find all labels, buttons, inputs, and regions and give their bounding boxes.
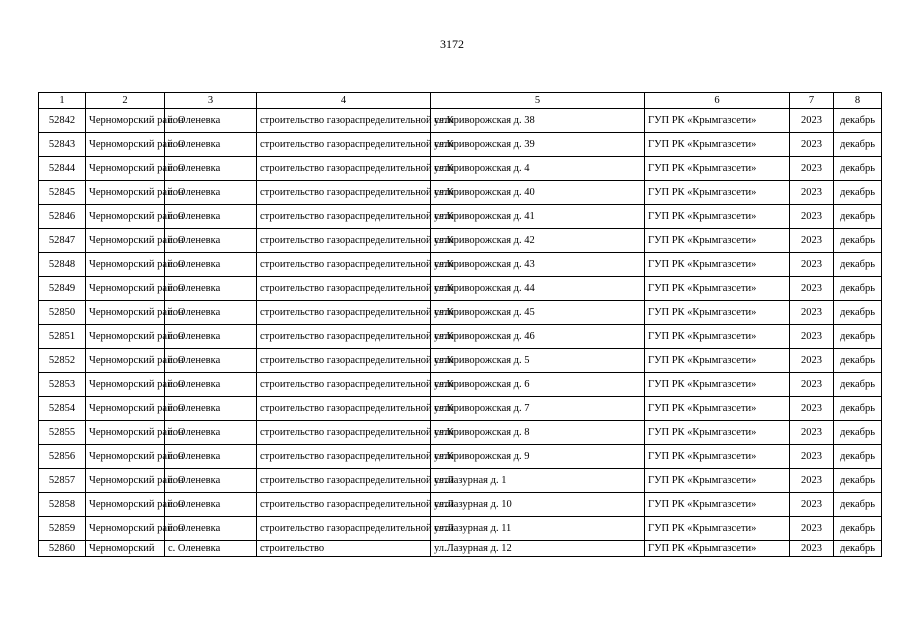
row-number-cell: 52853 xyxy=(39,373,86,397)
village-cell: с. Оленевка xyxy=(165,301,257,325)
table-row xyxy=(39,349,882,373)
district-cell: Черноморский район xyxy=(86,349,165,373)
work-type-cell: строительство газораспределительной сети xyxy=(257,157,431,181)
row-number-cell: 52859 xyxy=(39,517,86,541)
work-type-cell: строительство газораспределительной сети xyxy=(257,133,431,157)
village-cell: с. Оленевка xyxy=(165,517,257,541)
address-cell: ул.Криворожская д. 6 xyxy=(431,373,645,397)
month-cell: декабрь xyxy=(834,469,882,493)
address-cell: ул.Криворожская д. 41 xyxy=(431,205,645,229)
column-header: 6 xyxy=(645,93,790,109)
year-cell: 2023 xyxy=(790,517,834,541)
address-cell: ул.Криворожская д. 39 xyxy=(431,133,645,157)
organization-cell: ГУП РК «Крымгазсети» xyxy=(645,253,790,277)
address-cell: ул.Криворожская д. 40 xyxy=(431,181,645,205)
address-cell: ул.Криворожская д. 43 xyxy=(431,253,645,277)
table-row xyxy=(39,517,882,541)
work-type-cell: строительство газораспределительной сети xyxy=(257,205,431,229)
work-type-cell: строительство газораспределительной сети xyxy=(257,229,431,253)
work-type-cell: строительство газораспределительной сети xyxy=(257,517,431,541)
district-cell: Черноморский район xyxy=(86,229,165,253)
month-cell: декабрь xyxy=(834,253,882,277)
village-cell: с. Оленевка xyxy=(165,181,257,205)
year-cell: 2023 xyxy=(790,541,834,557)
address-cell: ул.Криворожская д. 9 xyxy=(431,445,645,469)
work-type-cell: строительство газораспределительной сети xyxy=(257,301,431,325)
village-cell: с. Оленевка xyxy=(165,397,257,421)
month-cell: декабрь xyxy=(834,301,882,325)
work-type-cell: строительство газораспределительной сети xyxy=(257,373,431,397)
district-cell: Черноморский район xyxy=(86,325,165,349)
work-type-cell: строительство газораспределительной сети xyxy=(257,253,431,277)
work-type-cell: строительство xyxy=(257,541,431,557)
month-cell: декабрь xyxy=(834,229,882,253)
year-cell: 2023 xyxy=(790,205,834,229)
row-number-cell: 52857 xyxy=(39,469,86,493)
work-type-cell: строительство газораспределительной сети xyxy=(257,493,431,517)
year-cell: 2023 xyxy=(790,397,834,421)
district-cell: Черноморский район xyxy=(86,517,165,541)
year-cell: 2023 xyxy=(790,421,834,445)
row-number-cell: 52858 xyxy=(39,493,86,517)
address-cell: ул.Криворожская д. 5 xyxy=(431,349,645,373)
address-cell: ул.Криворожская д. 46 xyxy=(431,325,645,349)
year-cell: 2023 xyxy=(790,469,834,493)
year-cell: 2023 xyxy=(790,493,834,517)
month-cell: декабрь xyxy=(834,517,882,541)
village-cell: с. Оленевка xyxy=(165,373,257,397)
month-cell: декабрь xyxy=(834,493,882,517)
organization-cell: ГУП РК «Крымгазсети» xyxy=(645,541,790,557)
organization-cell: ГУП РК «Крымгазсети» xyxy=(645,133,790,157)
organization-cell: ГУП РК «Крымгазсети» xyxy=(645,325,790,349)
year-cell: 2023 xyxy=(790,181,834,205)
month-cell: декабрь xyxy=(834,349,882,373)
row-number-cell: 52847 xyxy=(39,229,86,253)
district-cell: Черноморский район xyxy=(86,205,165,229)
month-cell: декабрь xyxy=(834,445,882,469)
row-number-cell: 52845 xyxy=(39,181,86,205)
organization-cell: ГУП РК «Крымгазсети» xyxy=(645,445,790,469)
row-number-cell: 52850 xyxy=(39,301,86,325)
table-row xyxy=(39,397,882,421)
work-type-cell: строительство газораспределительной сети xyxy=(257,349,431,373)
column-header: 3 xyxy=(165,93,257,109)
village-cell: с. Оленевка xyxy=(165,349,257,373)
village-cell: с. Оленевка xyxy=(165,493,257,517)
table-row xyxy=(39,541,882,557)
year-cell: 2023 xyxy=(790,325,834,349)
district-cell: Черноморский район xyxy=(86,277,165,301)
organization-cell: ГУП РК «Крымгазсети» xyxy=(645,301,790,325)
month-cell: декабрь xyxy=(834,157,882,181)
month-cell: декабрь xyxy=(834,373,882,397)
work-type-cell: строительство газораспределительной сети xyxy=(257,421,431,445)
row-number-cell: 52852 xyxy=(39,349,86,373)
table-row xyxy=(39,277,882,301)
address-cell: ул.Криворожская д. 44 xyxy=(431,277,645,301)
row-number-cell: 52846 xyxy=(39,205,86,229)
village-cell: с. Оленевка xyxy=(165,541,257,557)
address-cell: ул.Криворожская д. 4 xyxy=(431,157,645,181)
month-cell: декабрь xyxy=(834,181,882,205)
month-cell: декабрь xyxy=(834,109,882,133)
year-cell: 2023 xyxy=(790,133,834,157)
district-cell: Черноморский xyxy=(86,541,165,557)
row-number-cell: 52856 xyxy=(39,445,86,469)
address-cell: ул.Криворожская д. 8 xyxy=(431,421,645,445)
address-cell: ул.Лазурная д. 11 xyxy=(431,517,645,541)
organization-cell: ГУП РК «Крымгазсети» xyxy=(645,157,790,181)
year-cell: 2023 xyxy=(790,109,834,133)
column-header: 1 xyxy=(39,93,86,109)
work-type-cell: строительство газораспределительной сети xyxy=(257,277,431,301)
month-cell: декабрь xyxy=(834,421,882,445)
row-number-cell: 52860 xyxy=(39,541,86,557)
column-header: 7 xyxy=(790,93,834,109)
row-number-cell: 52842 xyxy=(39,109,86,133)
year-cell: 2023 xyxy=(790,445,834,469)
village-cell: с. Оленевка xyxy=(165,325,257,349)
work-type-cell: строительство газораспределительной сети xyxy=(257,469,431,493)
month-cell: декабрь xyxy=(834,205,882,229)
district-cell: Черноморский район xyxy=(86,133,165,157)
district-cell: Черноморский район xyxy=(86,253,165,277)
year-cell: 2023 xyxy=(790,229,834,253)
table-row xyxy=(39,325,882,349)
organization-cell: ГУП РК «Крымгазсети» xyxy=(645,109,790,133)
year-cell: 2023 xyxy=(790,157,834,181)
organization-cell: ГУП РК «Крымгазсети» xyxy=(645,277,790,301)
table-row xyxy=(39,229,882,253)
organization-cell: ГУП РК «Крымгазсети» xyxy=(645,517,790,541)
table-row xyxy=(39,133,882,157)
district-cell: Черноморский район xyxy=(86,469,165,493)
village-cell: с. Оленевка xyxy=(165,157,257,181)
village-cell: с. Оленевка xyxy=(165,133,257,157)
organization-cell: ГУП РК «Крымгазсети» xyxy=(645,349,790,373)
district-cell: Черноморский район xyxy=(86,373,165,397)
address-cell: ул.Лазурная д. 1 xyxy=(431,469,645,493)
organization-cell: ГУП РК «Крымгазсети» xyxy=(645,493,790,517)
village-cell: с. Оленевка xyxy=(165,469,257,493)
work-type-cell: строительство газораспределительной сети xyxy=(257,325,431,349)
table-row xyxy=(39,445,882,469)
table-row xyxy=(39,469,882,493)
organization-cell: ГУП РК «Крымгазсети» xyxy=(645,421,790,445)
village-cell: с. Оленевка xyxy=(165,205,257,229)
table-row xyxy=(39,157,882,181)
village-cell: с. Оленевка xyxy=(165,109,257,133)
table-row xyxy=(39,253,882,277)
row-number-cell: 52849 xyxy=(39,277,86,301)
month-cell: декабрь xyxy=(834,133,882,157)
address-cell: ул.Криворожская д. 38 xyxy=(431,109,645,133)
table-row xyxy=(39,301,882,325)
column-header: 8 xyxy=(834,93,882,109)
table-body xyxy=(39,109,882,557)
column-header: 4 xyxy=(257,93,431,109)
row-number-cell: 52854 xyxy=(39,397,86,421)
registry-table xyxy=(38,92,882,557)
table-row xyxy=(39,421,882,445)
organization-cell: ГУП РК «Крымгазсети» xyxy=(645,373,790,397)
district-cell: Черноморский район xyxy=(86,157,165,181)
district-cell: Черноморский район xyxy=(86,493,165,517)
table-row xyxy=(39,373,882,397)
address-cell: ул.Лазурная д. 10 xyxy=(431,493,645,517)
row-number-cell: 52855 xyxy=(39,421,86,445)
year-cell: 2023 xyxy=(790,349,834,373)
organization-cell: ГУП РК «Крымгазсети» xyxy=(645,469,790,493)
row-number-cell: 52851 xyxy=(39,325,86,349)
column-header: 2 xyxy=(86,93,165,109)
work-type-cell: строительство газораспределительной сети xyxy=(257,445,431,469)
address-cell: ул.Лазурная д. 12 xyxy=(431,541,645,557)
table-row xyxy=(39,493,882,517)
month-cell: декабрь xyxy=(834,277,882,301)
row-number-cell: 52848 xyxy=(39,253,86,277)
district-cell: Черноморский район xyxy=(86,109,165,133)
row-number-cell: 52843 xyxy=(39,133,86,157)
village-cell: с. Оленевка xyxy=(165,253,257,277)
district-cell: Черноморский район xyxy=(86,397,165,421)
table-row xyxy=(39,205,882,229)
district-cell: Черноморский район xyxy=(86,181,165,205)
address-cell: ул.Криворожская д. 42 xyxy=(431,229,645,253)
year-cell: 2023 xyxy=(790,373,834,397)
column-header: 5 xyxy=(431,93,645,109)
month-cell: декабрь xyxy=(834,325,882,349)
header-row xyxy=(39,93,882,109)
work-type-cell: строительство газораспределительной сети xyxy=(257,397,431,421)
village-cell: с. Оленевка xyxy=(165,421,257,445)
work-type-cell: строительство газораспределительной сети xyxy=(257,181,431,205)
year-cell: 2023 xyxy=(790,301,834,325)
organization-cell: ГУП РК «Крымгазсети» xyxy=(645,229,790,253)
village-cell: с. Оленевка xyxy=(165,229,257,253)
organization-cell: ГУП РК «Крымгазсети» xyxy=(645,397,790,421)
organization-cell: ГУП РК «Крымгазсети» xyxy=(645,205,790,229)
month-cell: декабрь xyxy=(834,397,882,421)
table-row xyxy=(39,109,882,133)
page-number: 3172 xyxy=(440,37,464,51)
organization-cell: ГУП РК «Крымгазсети» xyxy=(645,181,790,205)
district-cell: Черноморский район xyxy=(86,445,165,469)
address-cell: ул.Криворожская д. 45 xyxy=(431,301,645,325)
address-cell: ул.Криворожская д. 7 xyxy=(431,397,645,421)
month-cell: декабрь xyxy=(834,541,882,557)
row-number-cell: 52844 xyxy=(39,157,86,181)
district-cell: Черноморский район xyxy=(86,301,165,325)
table-row xyxy=(39,181,882,205)
village-cell: с. Оленевка xyxy=(165,277,257,301)
year-cell: 2023 xyxy=(790,277,834,301)
district-cell: Черноморский район xyxy=(86,421,165,445)
year-cell: 2023 xyxy=(790,253,834,277)
village-cell: с. Оленевка xyxy=(165,445,257,469)
work-type-cell: строительство газораспределительной сети xyxy=(257,109,431,133)
